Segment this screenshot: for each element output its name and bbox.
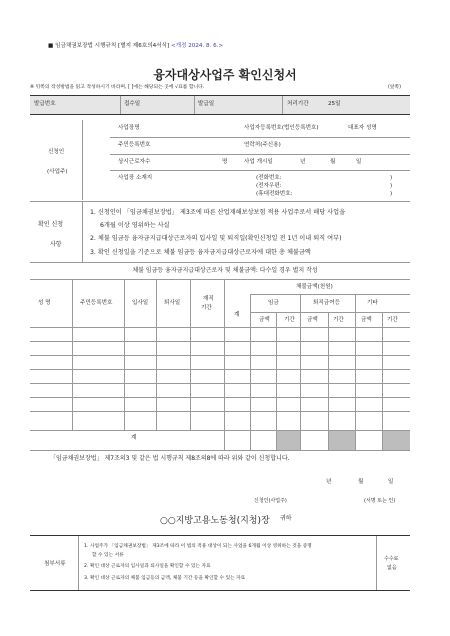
workers-unit: 명 bbox=[222, 159, 228, 165]
workers-label: 상시근로자수 bbox=[118, 159, 151, 165]
page-side: (앞쪽) bbox=[388, 85, 402, 90]
shaded-cell bbox=[329, 431, 355, 450]
revision-date: <개정 2024. 8. 6.> bbox=[170, 43, 224, 49]
confirm-item-2: 2. 체불 임금등 융자금지급대상근로자의 입사일 및 퇴직일(확인신청일 전 1년 이내 퇴직 여부) bbox=[90, 235, 342, 242]
col-tenure: 재직 bbox=[203, 296, 214, 302]
sub-wage-period: 기간 bbox=[284, 317, 295, 323]
business-reg-no-label: 사업자등록번호(법인등록번호) bbox=[244, 125, 319, 131]
start-date-label: 사업 개시일 bbox=[244, 159, 273, 165]
addressee: ○○지방고용노동청(지청)장 bbox=[160, 516, 270, 526]
confirm-item-3: 3. 확인 신청일을 기준으로 체불 임금등 융자금지급대상근로자에 대한 총 체불금액 bbox=[90, 249, 311, 256]
attachment-item-1: 1. 사업주가 「임금채권보장법」 제3조에 따라 이 법의 적용 대상이 되는 사업을 6개월 이상 영위하는 것을 증명 bbox=[84, 544, 312, 549]
total-row-label: 계 bbox=[131, 435, 137, 441]
processing-period-value: 25일 bbox=[328, 101, 341, 107]
col-severance: 퇴직금여등 bbox=[313, 300, 341, 306]
col-total: 계 bbox=[234, 312, 240, 318]
col-tenure-2: 기간 bbox=[201, 305, 212, 311]
received-date-label: 접수일 bbox=[124, 101, 141, 107]
date-month: 월 bbox=[358, 479, 364, 485]
address-label: 사업장 소재지 bbox=[118, 175, 153, 181]
contact-label: 연락처(주신용) bbox=[244, 142, 281, 148]
col-wage: 임금 bbox=[268, 300, 279, 306]
shaded-cell bbox=[383, 431, 410, 450]
phone-label: (전화번호: bbox=[256, 175, 282, 181]
declaration: 「임금채권보장법」 제7조의3 및 같은 법 시행규칙 제8조의8에 따라 위와 같이 신청합니다. bbox=[50, 455, 290, 462]
fee-label: 수수료 bbox=[384, 556, 399, 562]
mobile-close: ) bbox=[390, 191, 393, 197]
attachment-item-2: 2. 확인 대상 근로자의 입사일과 퇴사일을 확인할 수 있는 자료 bbox=[84, 564, 211, 569]
sub-other-amount: 금액 bbox=[361, 317, 372, 323]
sub-severance-period: 기간 bbox=[333, 317, 344, 323]
confirm-section-label: 확인 신청 bbox=[38, 221, 64, 228]
confirm-item-1: 1. 신청인이 「임금채권보장법」 제3조에 따른 산업재해보상보험 적용 사업주로서 해당 사업을 bbox=[90, 209, 346, 216]
email-label: (전자우편: bbox=[256, 183, 282, 189]
addressee-suffix: 귀하 bbox=[280, 515, 292, 522]
representative-label: 대표자 성명 bbox=[348, 125, 377, 131]
col-other: 기타 bbox=[367, 300, 378, 306]
attachment-item-1-cont: 할 수 있는 서류 bbox=[92, 553, 124, 558]
shaded-cell bbox=[277, 431, 300, 450]
confirm-item-1-cont: 6개월 이상 영위하는 사실 bbox=[100, 222, 170, 229]
confirm-section-sublabel: 사항 bbox=[50, 241, 62, 248]
business-name-label: 사업장명 bbox=[118, 125, 140, 131]
sub-wage-amount: 금액 bbox=[259, 317, 270, 323]
processing-period-label: 처리기간 bbox=[287, 101, 309, 107]
phone-close: ) bbox=[390, 175, 393, 181]
receipt-number-label: 발급번호 bbox=[34, 101, 56, 107]
date-year: 년 bbox=[326, 479, 332, 485]
signature-mark: (서명 또는 인) bbox=[364, 498, 396, 504]
attachment-item-3: 3. 확인 대상 근로자의 체불 임금등의 금액, 체불 기간 등을 확인할 수 있는 자료 bbox=[84, 576, 246, 581]
col-join-date: 입사일 bbox=[132, 300, 149, 306]
col-resident-no: 주민등록번호 bbox=[80, 300, 113, 306]
col-name: 성 명 bbox=[38, 300, 51, 306]
sub-other-period: 기간 bbox=[387, 317, 398, 323]
email-close: ) bbox=[390, 183, 393, 189]
issue-date-label: 발급일 bbox=[198, 101, 215, 107]
sub-severance-amount: 금액 bbox=[307, 317, 318, 323]
form-title: 융자대상사업주 확인신청서 bbox=[153, 68, 297, 82]
instructions: ※ 뒤쪽의 작성방법을 읽고 작성하시기 바라며, [ ]에는 해당되는 곳에 √표를 합니다. bbox=[30, 85, 205, 90]
start-date-day: 일 bbox=[356, 159, 362, 165]
law-reference: ■ 임금채권보장법 시행규칙 [별지 제6호의4서식] <개정 2024. 8. 6.> bbox=[48, 43, 224, 49]
fee-value: 없음 bbox=[387, 565, 397, 571]
signature-applicant: 신청인(사업주) bbox=[254, 498, 287, 504]
wage-table-caption: 체불 임금등 융자금지급대상근로자 및 체불금액: 다수일 경우 별지 작성 bbox=[132, 267, 318, 274]
applicant-section-label: 신청인 bbox=[48, 149, 65, 155]
resident-no-label: 주민등록번호 bbox=[118, 142, 151, 148]
attachments-label: 첨부서류 bbox=[44, 561, 66, 567]
date-day: 일 bbox=[388, 479, 394, 485]
start-date-year: 년 bbox=[300, 159, 306, 165]
mobile-label: (휴대전화번호: bbox=[256, 191, 293, 197]
receipt-bar bbox=[30, 96, 410, 114]
col-leave-date: 퇴사일 bbox=[164, 300, 181, 306]
col-unpaid-header: 체불금액(천원) bbox=[296, 284, 333, 290]
start-date-month: 월 bbox=[330, 159, 336, 165]
applicant-section-sublabel: (사업주) bbox=[47, 169, 68, 175]
